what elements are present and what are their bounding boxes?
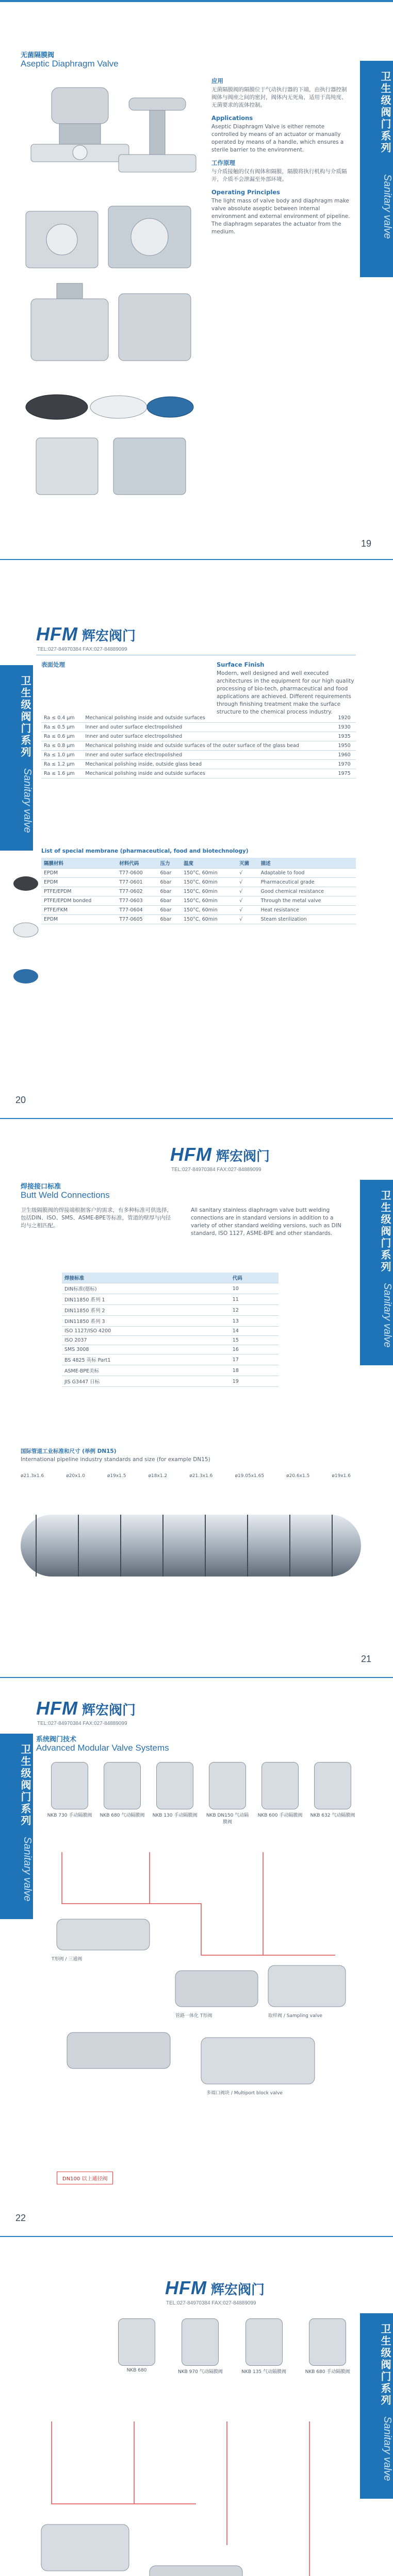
table-row: [41, 878, 356, 887]
membrane-list-title: List of special membrane (pharmaceutical, food and biotechnology): [41, 848, 249, 854]
diaphragm-samples: [10, 863, 41, 1018]
table-cell: 6bar: [158, 915, 181, 924]
table-cell: √: [237, 887, 258, 896]
model-label: NKB 680 手动隔膜阀: [305, 2369, 350, 2375]
table-row: [62, 1294, 279, 1305]
page-number: 19: [361, 538, 372, 549]
table-cell: 14: [230, 1327, 279, 1336]
page-21: [0, 1118, 393, 1677]
table-row: [41, 760, 356, 769]
brand-logo: [36, 1698, 136, 1719]
table-row: [62, 1305, 279, 1316]
dim-label: ø19x1.6: [332, 1473, 351, 1479]
finish-std: 1975: [336, 769, 356, 778]
table-cell: T77-0601: [117, 878, 157, 887]
side-tab: [360, 2313, 393, 2499]
para: [211, 189, 351, 236]
table-row: [41, 906, 356, 915]
dim-label: ø19x1.5: [107, 1473, 126, 1479]
table-cell: DIN标准(德标): [62, 1283, 230, 1294]
table-cell: DIN11850 系列 1: [62, 1294, 230, 1305]
table-row: [62, 1283, 279, 1294]
page-20: [0, 559, 393, 1118]
dim-label: ø21.3x1.6: [189, 1473, 213, 1479]
model-label: NKB 130 手动隔膜阀: [152, 1813, 198, 1818]
col-header: 隔膜材料: [41, 858, 117, 869]
para-text: 无菌隔膜阀的隔膜位于气动执行器的下端，由执行器控制阀体与阀座之间的密封，阀体内无死角，适用于高纯度、无菌要求的流体控制。: [211, 87, 347, 108]
col-header: 灭菌: [237, 858, 258, 869]
model-item: [152, 1762, 198, 1825]
system-diagram: [31, 2411, 351, 2576]
para: [211, 114, 351, 154]
table-cell: EPDM: [41, 878, 117, 887]
table-cell: 150°C, 60min: [181, 869, 237, 878]
page-22: [0, 1677, 393, 2236]
model-item: [309, 1762, 356, 1825]
contact-line: TEL:027-84970384 FAX:027-84889099: [166, 2300, 256, 2306]
finish-desc: Mechanical polishing inside and outside surfaces: [83, 769, 335, 778]
side-tab-en: Sanitary valve: [382, 174, 393, 239]
col-header: 材料代码: [117, 858, 157, 869]
model-item: [257, 1762, 303, 1825]
model-label: NKB 135 气动隔膜阀: [241, 2369, 287, 2375]
table-cell: √: [237, 896, 258, 906]
para: [211, 159, 351, 183]
page-number: 21: [361, 1654, 372, 1664]
finish-code: Ra ≤ 0.4 μm: [41, 714, 83, 723]
table-row: [41, 869, 356, 878]
finish-desc: Inner and outer surface electropolished: [83, 723, 335, 732]
table-cell: √: [237, 906, 258, 915]
table-cell: EPDM: [41, 915, 117, 924]
table-cell: DIN11850 系列 2: [62, 1305, 230, 1316]
para-text: 与介质接触的仅有阀体和隔膜，隔膜将执行机构与介质隔开，介质不会泄漏至外部环境。: [211, 168, 347, 182]
table-cell: PTFE/EPDM bonded: [41, 896, 117, 906]
dim-label: ø21.3x1.6: [21, 1473, 44, 1479]
finish-desc: Mechanical polishing inside, outside glass bead: [83, 760, 335, 769]
page-title-en: Advanced Modular Valve Systems: [36, 1743, 169, 1753]
table-cell: 19: [230, 1376, 279, 1387]
valve-icon: [118, 2318, 155, 2366]
table-cell: 10: [230, 1283, 279, 1294]
valve-icon: [156, 1762, 193, 1809]
brand-cn: 辉宏阀门: [210, 2282, 265, 2297]
finish-code: Ra ≤ 0.6 μm: [41, 732, 83, 741]
table-row: [62, 1354, 279, 1365]
valve-icon: [182, 2318, 219, 2366]
valve-icon: [209, 1762, 246, 1809]
side-tab-en: Sanitary valve: [382, 1283, 393, 1348]
table-cell: ASME-BPE美标: [62, 1365, 230, 1376]
table-row: [41, 714, 356, 723]
finish-code: Ra ≤ 0.5 μm: [41, 723, 83, 732]
model-item: [241, 2318, 287, 2375]
table-cell: T77-0603: [117, 896, 157, 906]
table-row: [41, 723, 356, 732]
table-row: [62, 1316, 279, 1327]
finish-table: [41, 714, 356, 778]
top-rule: [0, 559, 393, 560]
dim-title: 国际管道工业标准和尺寸 (举例 DN15): [21, 1448, 117, 1454]
para-heading: 工作原理: [211, 159, 235, 166]
top-rule: [0, 1677, 393, 1678]
table-row: [62, 1365, 279, 1376]
side-tab-cn: 卫生级阀门系列: [379, 1190, 391, 1273]
dim-label: ø18x1.2: [148, 1473, 168, 1479]
table-cell: Steam sterilization: [258, 915, 356, 924]
brand-hfm: HFM: [170, 1144, 212, 1165]
section-heading: 表面处理: [41, 661, 65, 668]
table-cell: Good chemical resistance: [258, 887, 356, 896]
table-cell: Heat resistance: [258, 906, 356, 915]
tank-valve: [31, 283, 191, 361]
page-number: 22: [15, 2213, 26, 2223]
table-cell: 6bar: [158, 869, 181, 878]
model-label: NKB 680 气动隔膜阀: [100, 1813, 145, 1818]
finish-std: 1930: [336, 723, 356, 732]
page-title-cn: 焊接接口标准: [21, 1183, 61, 1191]
col-header: 温度: [181, 858, 237, 869]
contact-line: TEL:027-84970384 FAX:027-84889099: [37, 1721, 127, 1726]
table-cell: PTFE/EPDM: [41, 887, 117, 896]
finish-code: Ra ≤ 0.8 μm: [41, 741, 83, 751]
table-cell: 6bar: [158, 878, 181, 887]
top-rule: [0, 1118, 393, 1119]
table-cell: JIS G3447 日标: [62, 1376, 230, 1387]
table-cell: Adaptable to food: [258, 869, 356, 878]
membrane-table: [41, 858, 356, 924]
model-row: [46, 1762, 356, 1825]
finish-std: 1960: [336, 751, 356, 760]
valve-icon: [261, 1762, 299, 1809]
table-cell: √: [237, 878, 258, 887]
p19-text-block: [211, 77, 351, 236]
table-cell: √: [237, 915, 258, 924]
diagram-label: 管路一体化 T形阀: [175, 2013, 212, 2019]
page-title-cn: 系统阀门技术: [36, 1736, 77, 1743]
diagram-label: 多端口阀块 / Multiport block valve: [206, 2091, 283, 2096]
finish-std: 1935: [336, 732, 356, 741]
manual-valve: [119, 98, 196, 172]
side-tab-en: Sanitary valve: [22, 768, 33, 833]
col-header: 描述: [258, 858, 356, 869]
page-title-cn: 无菌隔膜阀: [21, 52, 55, 59]
dim-subtitle: International pipeline industry standards and size (for example DN15): [21, 1456, 210, 1463]
weld-standard-table: [62, 1273, 279, 1387]
pneumatic-valve: [31, 88, 129, 162]
brand-logo: [170, 1144, 270, 1165]
table-row: [41, 915, 356, 924]
table-row: [41, 732, 356, 741]
table-row: [62, 1376, 279, 1387]
table-row: [41, 769, 356, 778]
table-cell: Through the metal valve: [258, 896, 356, 906]
dim-label: ø19.05x1.65: [235, 1473, 265, 1479]
brand-hfm: HFM: [165, 2277, 207, 2298]
table-cell: 16: [230, 1345, 279, 1354]
finish-std: 1970: [336, 760, 356, 769]
valve-icon: [51, 1762, 88, 1809]
diaphragm-parts: [26, 395, 193, 495]
top-rule: [0, 2236, 393, 2237]
model-label: NKB 632 气动隔膜阀: [310, 1813, 355, 1818]
brand-logo: [165, 2277, 265, 2299]
p21-para-cn: 卫生级隔膜阀的焊接端根据客户的需求，有多种标准可供选择，包括DIN、ISO、SMS、ASME-BPE等标准，管道的壁厚与内径均与之相匹配。: [21, 1207, 172, 1229]
model-item: [46, 1762, 93, 1825]
page-number: 20: [15, 1095, 26, 1105]
model-row: [113, 2318, 351, 2375]
table-cell: 13: [230, 1316, 279, 1327]
table-cell: DIN11850 系列 3: [62, 1316, 230, 1327]
contact-line: TEL:027-84970384 FAX:027-84889099: [37, 647, 127, 652]
table-cell: T77-0600: [117, 869, 157, 878]
model-label: NKB 730 手动隔膜阀: [47, 1813, 92, 1818]
table-cell: 18: [230, 1365, 279, 1376]
side-tab: [0, 665, 33, 851]
pipe-illustration: [15, 1494, 376, 1613]
system-diagram: [46, 1842, 366, 2130]
model-item: [99, 1762, 145, 1825]
finish-std: 1950: [336, 741, 356, 751]
side-tab-cn: 卫生级阀门系列: [19, 1744, 31, 1827]
table-cell: 6bar: [158, 887, 181, 896]
finish-code: Ra ≤ 1.6 μm: [41, 769, 83, 778]
header-band: [0, 0, 393, 2]
brand-cn: 辉宏阀门: [81, 1702, 136, 1718]
brand-cn: 辉宏阀门: [81, 628, 136, 643]
p21-para-en: All sanitary stainless diaphragm valve butt welding connections are in standard versions in addition to a variety of other standard welding versions, such as DIN standard, ISO 1127, ASME-BPE and other standards.: [191, 1207, 341, 1236]
model-item: [304, 2318, 351, 2375]
page-title-en: Butt Weld Connections: [21, 1190, 110, 1200]
page-19: [0, 0, 393, 559]
table-cell: SMS 3008: [62, 1345, 230, 1354]
side-tab: [360, 61, 393, 277]
page-title-en: Aseptic Diaphragm Valve: [21, 59, 119, 69]
valve-icon: [309, 2318, 346, 2366]
table-cell: 11: [230, 1294, 279, 1305]
model-label: NKB 680: [126, 2368, 147, 2373]
para-heading: Operating Principles: [211, 189, 280, 196]
finish-left: [41, 661, 196, 670]
brand-cn: 辉宏阀门: [216, 1148, 270, 1164]
table-row: [41, 741, 356, 751]
table-row: [41, 751, 356, 760]
table-row: [41, 896, 356, 906]
table-cell: Pharmaceutical grade: [258, 878, 356, 887]
table-cell: BS 4825 英标 Part1: [62, 1354, 230, 1365]
table-cell: ISO 2037: [62, 1336, 230, 1345]
table-cell: 150°C, 60min: [181, 896, 237, 906]
table-cell: T77-0604: [117, 906, 157, 915]
section-text: Modern, well designed and well executed architectures in the equipment for our high quality processing of bio-tech, pharmaceutical and food applications are achieved. Different requirements through finishing treatment make the surface structure to the chemical process industry.: [217, 670, 354, 715]
table-cell: ISO 1127/ISO 4200: [62, 1327, 230, 1336]
contact-line: TEL:027-84970384 FAX:027-84889099: [171, 1167, 261, 1173]
table-cell: 6bar: [158, 896, 181, 906]
table-cell: 6bar: [158, 906, 181, 915]
table-cell: 150°C, 60min: [181, 915, 237, 924]
table-row: [62, 1345, 279, 1354]
side-tab: [0, 1734, 33, 1919]
para-heading: Applications: [211, 114, 253, 122]
model-item: [113, 2318, 160, 2375]
table-cell: PTFE/FKM: [41, 906, 117, 915]
page-23: [0, 2236, 393, 2576]
col-header: 代码: [230, 1273, 279, 1283]
col-header: 焊接标准: [62, 1273, 230, 1283]
table-cell: T77-0605: [117, 915, 157, 924]
table-cell: EPDM: [41, 869, 117, 878]
section-heading: Surface Finish: [217, 661, 265, 668]
table-cell: T77-0602: [117, 887, 157, 896]
side-tab-en: Sanitary valve: [22, 1837, 33, 1902]
finish-code: Ra ≤ 1.0 μm: [41, 751, 83, 760]
valve-icon: [104, 1762, 141, 1809]
note-box: DN100 以上通径阀: [57, 2172, 113, 2184]
valve-photo-group: [15, 77, 201, 531]
finish-right: [217, 661, 356, 716]
table-cell: 17: [230, 1354, 279, 1365]
finish-std: 1920: [336, 714, 356, 723]
brand-logo: [36, 623, 136, 645]
table-row: [62, 1336, 279, 1345]
para-heading: 应用: [211, 77, 223, 84]
side-tab-cn: 卫生级阀门系列: [379, 2324, 391, 2406]
table-row: [41, 887, 356, 896]
diagram-label: 取样阀 / Sampling valve: [268, 2013, 322, 2019]
block-valve: [26, 206, 191, 268]
side-tab: [360, 1180, 393, 1365]
table-row: [62, 1327, 279, 1336]
dim-labels: [21, 1473, 351, 1489]
model-item: [204, 1762, 251, 1825]
side-tab-cn: 卫生级阀门系列: [379, 71, 391, 154]
finish-desc: Inner and outer surface electropolished: [83, 751, 335, 760]
side-tab-cn: 卫生级阀门系列: [19, 675, 31, 758]
dim-label: ø20x1.0: [66, 1473, 85, 1479]
model-item: [177, 2318, 223, 2375]
table-cell: 12: [230, 1305, 279, 1316]
table-cell: 150°C, 60min: [181, 887, 237, 896]
model-label: NKB 970 气动隔膜阀: [177, 2369, 223, 2375]
brand-hfm: HFM: [36, 1698, 78, 1719]
finish-desc: Mechanical polishing inside and outside surfaces: [83, 714, 335, 723]
para: [211, 77, 351, 109]
para-text: Aseptic Diaphragm Valve is either remote controlled by means of an actuator or manually operated by means of a handle, which ensures a sterile barrier to the environment.: [211, 124, 344, 153]
diagram-label: T形阀 / 三通阀: [52, 1957, 83, 1962]
finish-desc: Mechanical polishing inside and outside surfaces of the outer surface of the glass bead: [83, 741, 335, 751]
finish-code: Ra ≤ 1.2 μm: [41, 760, 83, 769]
valve-icon: [245, 2318, 283, 2366]
valve-icon: [314, 1762, 351, 1809]
table-cell: 150°C, 60min: [181, 878, 237, 887]
side-tab-en: Sanitary valve: [382, 2416, 393, 2481]
table-cell: √: [237, 869, 258, 878]
model-label: NKB 600 手动隔膜阀: [257, 1813, 303, 1818]
para-text: The light mass of valve body and diaphragm make valve absolute aseptic between internal environment and external environment of pipeline. The diaphragm separates the actuator from the medium.: [211, 198, 350, 235]
table-cell: 150°C, 60min: [181, 906, 237, 915]
finish-desc: Inner and outer surface electropolished: [83, 732, 335, 741]
col-header: 压力: [158, 858, 181, 869]
table-cell: 15: [230, 1336, 279, 1345]
brand-hfm: HFM: [36, 623, 78, 645]
model-label: NKB DN150 气动隔膜阀: [206, 1813, 249, 1825]
dim-label: ø20.6x1.5: [286, 1473, 310, 1479]
